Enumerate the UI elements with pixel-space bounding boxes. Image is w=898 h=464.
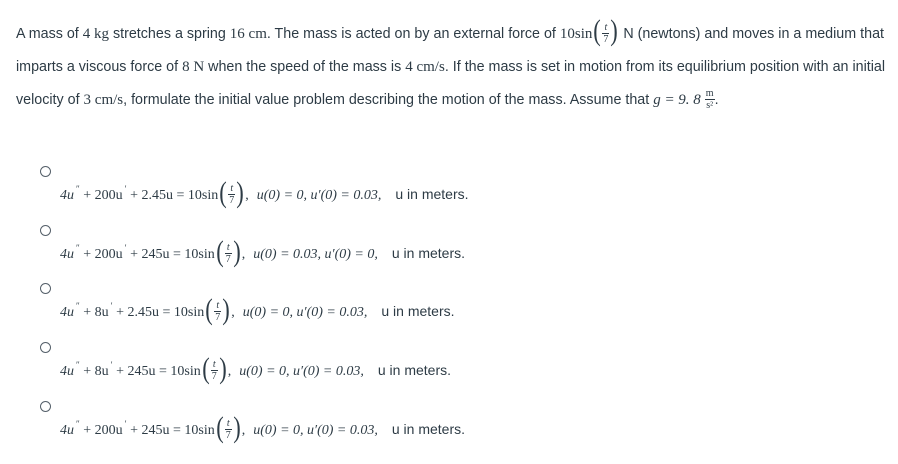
answer-option-4[interactable] [40, 344, 880, 384]
force-fraction: $\frac{t}{7}$ [603, 21, 609, 45]
option-equation: 4u ″ + 200u ′ + 245u = 10sin( $\frac{t}{7}$ ), u(0) = 0, u′(0) = 0.03, u in meters. [60, 410, 466, 444]
right-paren: ) [610, 14, 619, 48]
option-equation: 4u ″ + 8u ′ + 245u = 10sin( $\frac{t}{7}$ ), u(0) = 0, u′(0) = 0.03, u in meters. [60, 351, 452, 385]
answer-option-3[interactable] [40, 285, 880, 325]
speed-value: 4 cm/s [405, 59, 445, 75]
stretch-value: 16 cm [229, 26, 267, 42]
force-expression: 10sin [559, 26, 593, 42]
answer-option-1[interactable] [40, 168, 880, 208]
radio-button[interactable] [40, 225, 51, 236]
question-segment: stretches a spring [109, 26, 230, 42]
mass-value: 4 kg [82, 26, 109, 42]
question-segment: . [714, 92, 719, 108]
gravity-expression: g = 9. 8 [653, 92, 701, 108]
question-segment: . If the mass is set in motion from its equilibrium position with an initial velocity of [16, 59, 886, 108]
radio-button[interactable] [40, 401, 51, 412]
question-text [16, 14, 888, 117]
gravity-unit: $\frac{m}{\text{s²}}$ [705, 87, 714, 111]
question-segment: A mass of [16, 26, 83, 42]
option-equation: 4u ″ + 200u ′ + 245u = 10sin( $\frac{t}{7}$ ), u(0) = 0.03, u′(0) = 0, u in meters. [60, 234, 466, 268]
left-paren: ( [593, 14, 602, 48]
question-segment: when the speed of the mass is [204, 59, 406, 75]
answer-option-5[interactable] [40, 403, 880, 443]
question-segment: . The mass is acted on by an external force of [266, 26, 560, 42]
question-segment: N (newtons) and moves in a medium that imparts a viscous force of [16, 26, 884, 75]
radio-button[interactable] [40, 166, 51, 177]
answer-option-2[interactable] [40, 227, 880, 267]
velocity-value: 3 cm/s [83, 92, 124, 108]
option-equation: 4u ″ + 200u ′ + 2.45u = 10sin( $\frac{t}{7}$ ), u(0) = 0, u′(0) = 0.03, u in meters. [60, 175, 469, 209]
option-equation: 4u ″ + 8u ′ + 2.45u = 10sin( $\frac{t}{7}$ ), u(0) = 0, u′(0) = 0.03, u in meters. [60, 292, 455, 326]
viscous-value: 8 N [182, 59, 205, 75]
radio-button[interactable] [40, 342, 51, 353]
radio-button[interactable] [40, 283, 51, 294]
question-segment: , formulate the initial value problem describing the motion of the mass. Assume that [123, 92, 654, 108]
